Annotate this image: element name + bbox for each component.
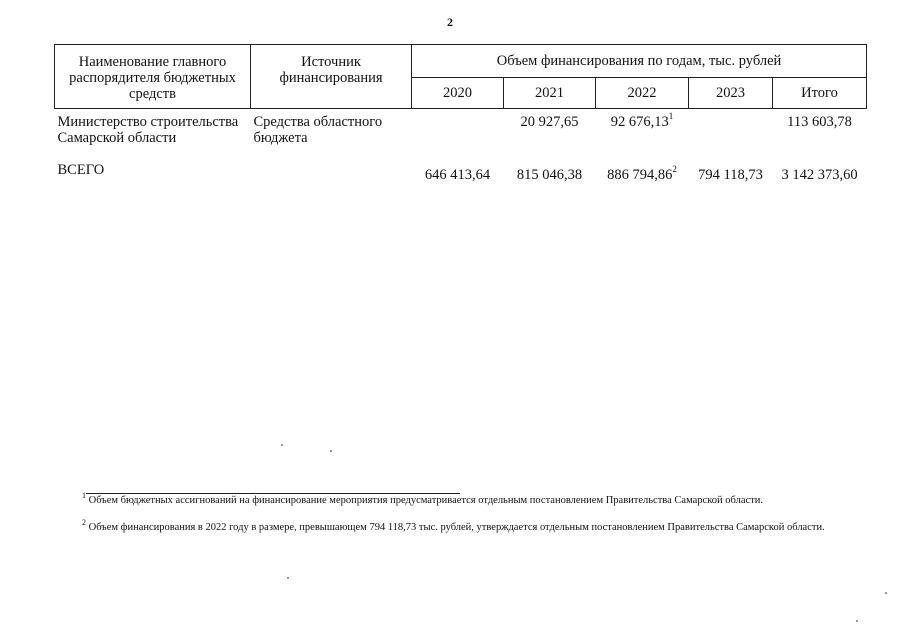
scan-speck <box>330 450 332 452</box>
funding-table <box>54 44 867 183</box>
row-value-total: 3 142 373,60 <box>781 167 858 183</box>
row-source <box>251 151 412 183</box>
footnote-reference: 1 <box>668 111 674 121</box>
table-header <box>55 45 867 109</box>
footnote-text: Объем бюджетных ассигнований на финансирование мероприятия предусматривается отдельным постановлением Правительства Самарской области. <box>88 495 764 506</box>
footnote-mark: 1 <box>82 491 86 500</box>
header-year-2021: 2021 <box>504 78 596 109</box>
row-source: Средства областного бюджета <box>253 114 383 146</box>
row-value-2021: 815 046,38 <box>516 167 583 183</box>
scan-speck <box>287 577 289 579</box>
row-value-2021: 20 927,65 <box>520 114 579 130</box>
scan-speck <box>885 592 887 594</box>
footnote-mark: 2 <box>82 518 86 527</box>
row-name: ВСЕГО <box>57 162 105 178</box>
footnote-1 <box>54 491 850 508</box>
footnote-separator <box>86 493 460 494</box>
page-number: 2 <box>447 15 453 29</box>
scan-speck <box>281 444 283 446</box>
row-value-2023 <box>689 109 773 152</box>
header-year-2023: 2023 <box>689 78 773 109</box>
row-value-2022 <box>596 109 689 152</box>
row-value-2020: 646 413,64 <box>424 167 491 183</box>
row-value-2022-amount: 886 794,86 <box>607 167 673 183</box>
row-value-total: 113 603,78 <box>787 114 852 130</box>
row-value-2022-amount: 92 676,13 <box>610 114 669 130</box>
header-name: Наименование главного распорядителя бюджетных средств <box>55 45 251 109</box>
row-value-2023: 794 118,73 <box>698 167 763 183</box>
header-source: Источник финансирования <box>251 45 412 109</box>
row-value-2022 <box>596 151 689 183</box>
header-year-2020: 2020 <box>412 78 504 109</box>
table-row <box>55 151 867 183</box>
footnote-text: Объем финансирования в 2022 году в размере, превышающем 794 118,73 тыс. рублей, утверждается отдельным постановлением Правительства Самарской области. <box>88 522 825 533</box>
row-value-2020 <box>412 109 504 152</box>
header-year-2022: 2022 <box>596 78 689 109</box>
header-funding: Объем финансирования по годам, тыс. рублей <box>412 45 867 78</box>
footnote-2 <box>54 518 850 535</box>
row-name: Министерство строительства Самарской области <box>57 114 239 146</box>
footnote-reference: 2 <box>672 164 677 174</box>
scan-speck <box>856 620 858 622</box>
header-total: Итого <box>773 78 867 109</box>
table-row <box>55 109 867 152</box>
